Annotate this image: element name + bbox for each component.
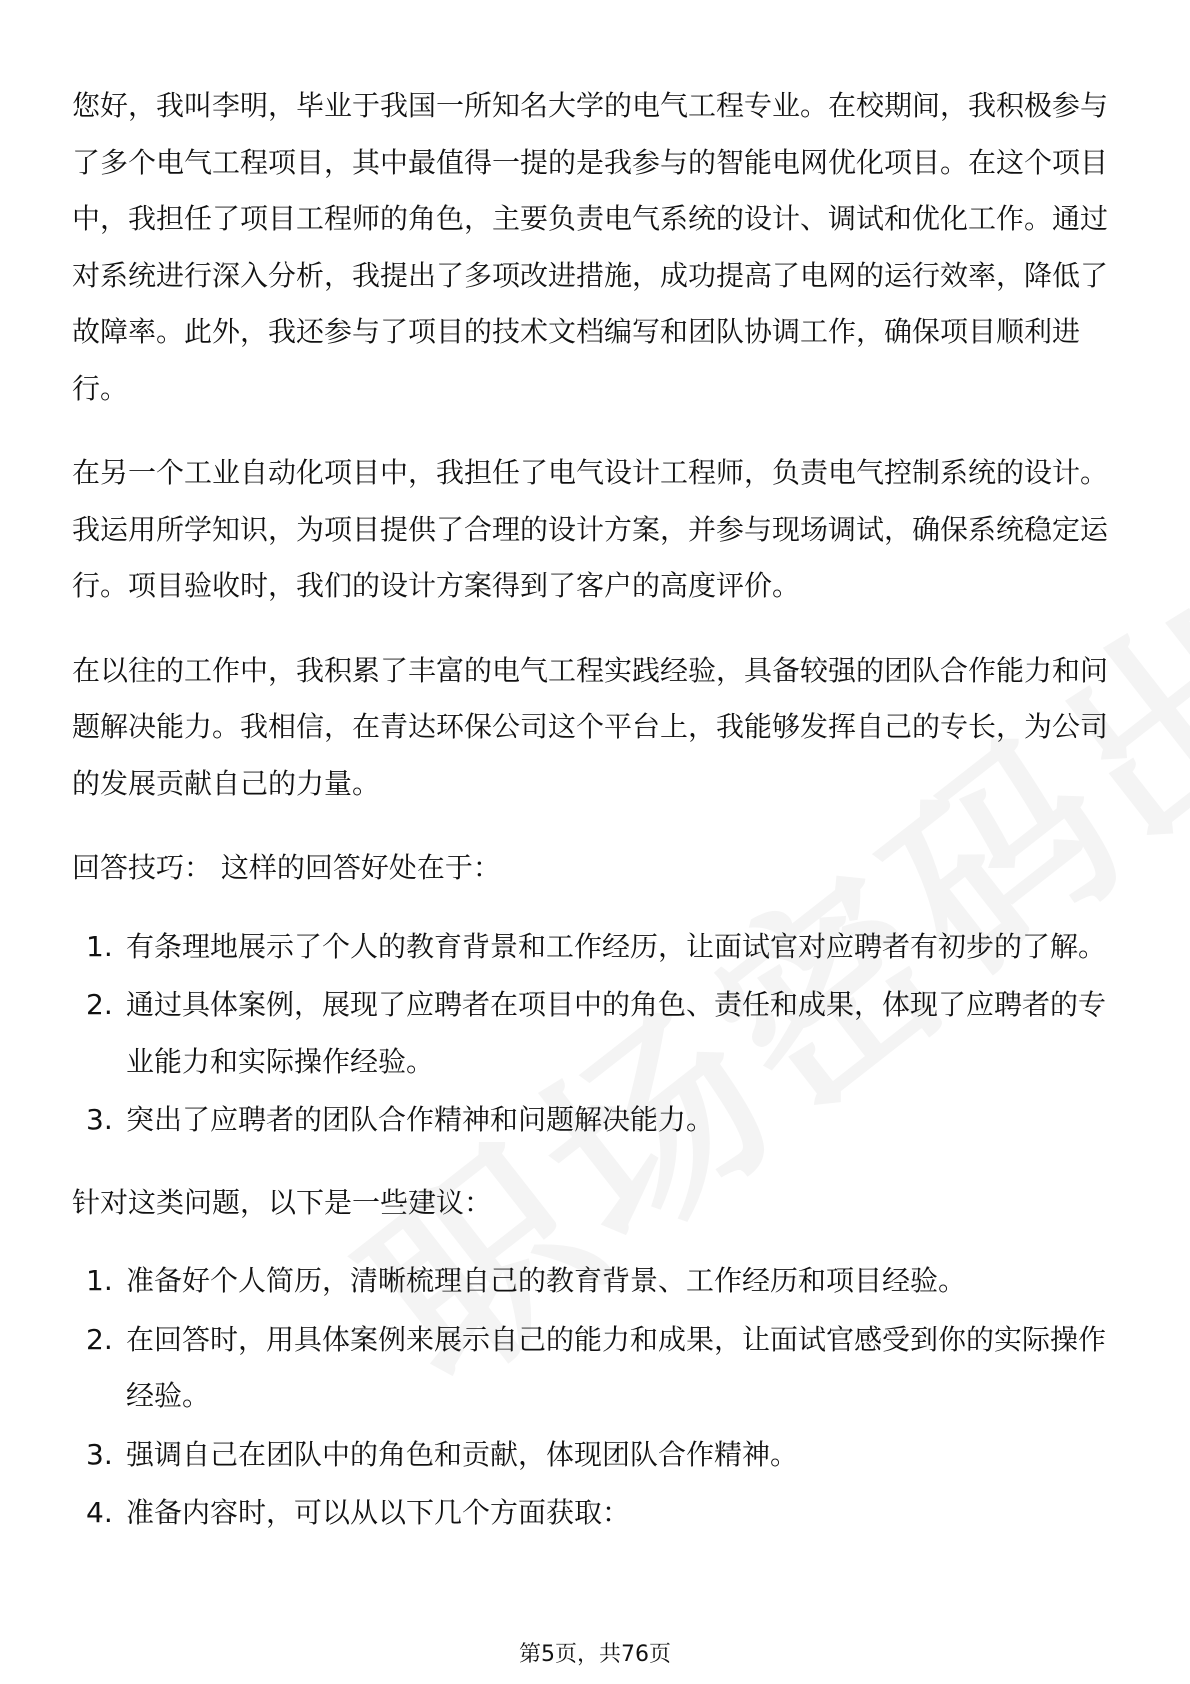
list-text: 通过具体案例，展现了应聘者在项目中的角色、责任和成果，体现了应聘者的专业能力和实际操作经验。 (126, 988, 1107, 1078)
list-text: 准备内容时，可以从以下几个方面获取： (126, 1496, 631, 1529)
tips-label: 回答技巧： 这样的回答好处在于： (72, 851, 501, 884)
list-number: 4. (86, 1496, 113, 1529)
list-item (72, 919, 1117, 976)
list-item (72, 1253, 1117, 1310)
list-number: 1. (86, 929, 113, 963)
list-item (72, 1427, 1117, 1484)
list-text: 在回答时，用具体案例来展示自己的能力和成果，让面试官感受到你的实际操作经验。 (126, 1322, 1107, 1412)
advice-list (72, 1253, 1117, 1542)
paragraph-intro: 您好，我叫李明，毕业于我国一所知名大学的电气工程专业。在校期间，我积极参与了多个电气工程项目，其中最值得一提的是我参与的智能电网优化项目。在这个项目中，我担任了项目工程师的角色，主要负责电气系统的设计、调试和优化工作。通过对系统进行深入分析，我提出了多项改进措施，成功提高了电网的运行效率，降低了故障率。此外，我还参与了项目的技术文档编写和团队协调工作，确保项目顺利进行。 (72, 89, 1109, 405)
list-item (72, 1485, 1117, 1542)
list-text: 准备好个人简历，清晰梳理自己的教育背景、工作经历和项目经验。 (126, 1264, 967, 1297)
list-number: 1. (86, 1264, 113, 1297)
list-number: 3. (86, 1437, 113, 1471)
list-item (72, 1312, 1117, 1425)
list-number: 3. (86, 1103, 113, 1136)
document-body (72, 78, 1117, 1568)
list-text: 突出了应聘者的团队合作精神和问题解决能力。 (126, 1103, 715, 1136)
list-item (72, 1092, 1117, 1149)
paragraph-experience: 在以往的工作中，我积累了丰富的电气工程实践经验，具备较强的团队合作能力和问题解决能力。我相信，在青达环保公司这个平台上，我能够发挥自己的专长，为公司的发展贡献自己的力量。 (72, 653, 1109, 800)
page-number-footer: 第5页，共76页 (519, 1642, 671, 1667)
list-number: 2. (86, 988, 113, 1021)
list-text: 有条理地展示了个人的教育背景和工作经历，让面试官对应聘者有初步的了解。 (126, 929, 1107, 963)
list-text: 强调自己在团队中的角色和贡献，体现团队合作精神。 (126, 1437, 799, 1471)
tips-list (72, 919, 1117, 1149)
paragraph-automation-project: 在另一个工业自动化项目中，我担任了电气设计工程师，负责电气控制系统的设计。我运用所学知识，为项目提供了合理的设计方案，并参与现场调试，确保系统稳定运行。项目验收时，我们的设计方案得到了客户的高度评价。 (72, 456, 1109, 602)
advice-label: 针对这类问题，以下是一些建议： (72, 1185, 493, 1219)
list-item (72, 977, 1117, 1090)
list-number: 2. (86, 1322, 113, 1356)
